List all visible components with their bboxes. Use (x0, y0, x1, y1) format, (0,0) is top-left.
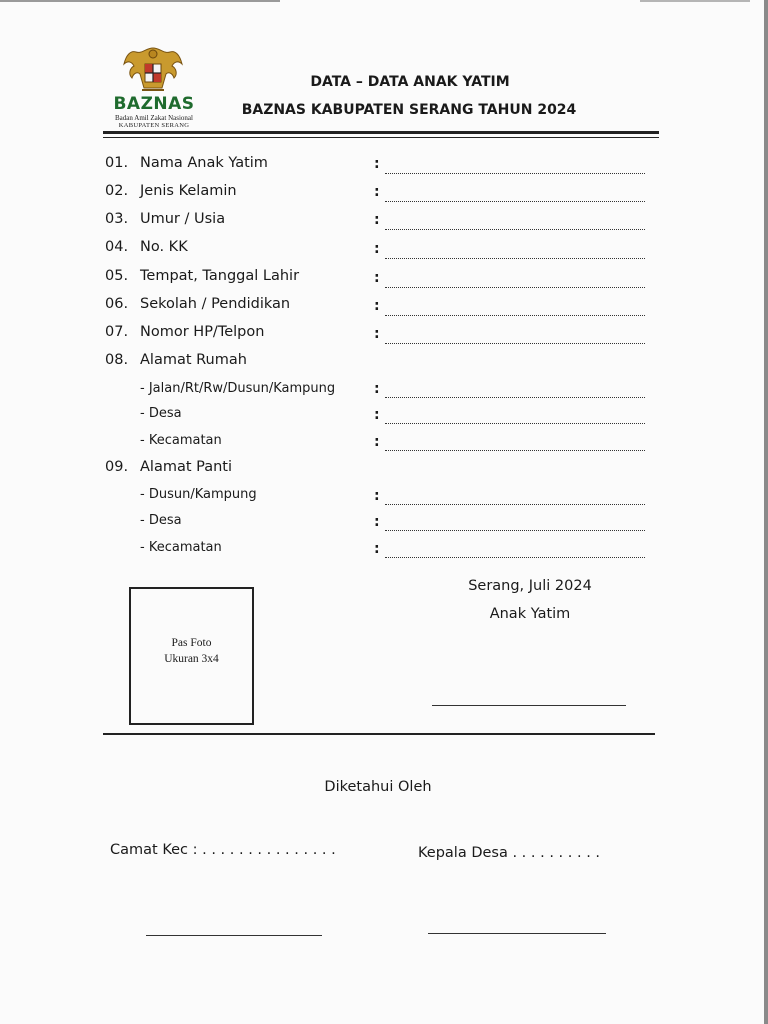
field-colon: : (374, 488, 380, 504)
field-colon: : (374, 326, 380, 342)
logo-subtitle: Badan Amil Zakat Nasional (115, 114, 193, 122)
subfield-label-desa: - Desa (140, 406, 182, 421)
field-number: 06. (105, 296, 129, 312)
scan-artifact (640, 0, 750, 2)
field-label-ttl: Tempat, Tanggal Lahir (140, 268, 300, 284)
subfield-label-kecamatan: - Kecamatan (140, 540, 222, 555)
field-input-panti-desa[interactable] (385, 529, 645, 531)
signature-line-camat[interactable] (146, 935, 322, 936)
photo-label: Pas Foto (171, 637, 212, 649)
field-colon: : (374, 514, 380, 530)
field-label-jenis-kelamin: Jenis Kelamin (140, 183, 237, 199)
field-label-nama: Nama Anak Yatim (140, 155, 268, 171)
subfield-label-jalan: - Jalan/Rt/Rw/Dusun/Kampung (140, 381, 336, 396)
field-colon: : (374, 241, 380, 257)
field-colon: : (374, 541, 380, 557)
field-colon: : (374, 298, 380, 314)
signer-role: Anak Yatim (489, 606, 571, 622)
acknowledged-by-heading: Diketahui Oleh (324, 779, 432, 795)
section-divider (103, 733, 655, 735)
signature-line-kepala-desa[interactable] (428, 933, 606, 934)
field-colon: : (374, 381, 380, 397)
field-number: 01. (105, 155, 129, 171)
field-number: 05. (105, 268, 129, 284)
field-label-alamat-rumah: Alamat Rumah (140, 352, 247, 368)
field-number: 02. (105, 183, 129, 199)
field-colon: : (374, 434, 380, 450)
field-number: 04. (105, 239, 129, 255)
logo-region: KABUPATEN SERANG (118, 122, 190, 129)
subfield-label-dusun: - Dusun/Kampung (140, 487, 257, 502)
field-input-rumah-desa[interactable] (385, 422, 645, 424)
kepala-desa-label: Kepala Desa . . . . . . . . . . (418, 845, 601, 861)
field-label-sekolah: Sekolah / Pendidikan (140, 296, 291, 312)
signature-line-anak-yatim[interactable] (432, 705, 626, 706)
logo-wordmark: BAZNAS (113, 94, 195, 114)
field-label-alamat-panti: Alamat Panti (140, 459, 233, 475)
photo-instructions (131, 635, 252, 667)
field-input-jenis-kelamin[interactable] (385, 200, 645, 202)
field-colon: : (374, 184, 380, 200)
camat-label: Camat Kec : . . . . . . . . . . . . . . . (110, 842, 336, 858)
subfield-label-desa: - Desa (140, 513, 182, 528)
field-input-ttl[interactable] (385, 286, 645, 288)
garuda-emblem-icon (122, 44, 184, 94)
field-input-nomor-hp[interactable] (385, 342, 645, 344)
field-label-umur: Umur / Usia (140, 211, 226, 227)
field-colon: : (374, 407, 380, 423)
field-number: 07. (105, 324, 129, 340)
place-date: Serang, Juli 2024 (468, 578, 592, 594)
field-input-no-kk[interactable] (385, 257, 645, 259)
field-colon: : (374, 270, 380, 286)
field-colon: : (374, 212, 380, 228)
field-colon: : (374, 156, 380, 172)
field-input-umur[interactable] (385, 228, 645, 230)
field-input-panti-kecamatan[interactable] (385, 556, 645, 558)
baznas-logo (108, 44, 200, 134)
field-input-rumah-jalan[interactable] (385, 396, 645, 398)
scan-artifact (0, 0, 280, 2)
field-number: 09. (105, 459, 129, 475)
photo-size: Ukuran 3x4 (164, 653, 219, 665)
page-edge (764, 0, 768, 1024)
field-input-sekolah[interactable] (385, 314, 645, 316)
field-label-no-kk: No. KK (140, 239, 188, 255)
field-label-nomor-hp: Nomor HP/Telpon (140, 324, 265, 340)
document-subtitle: BAZNAS KABUPATEN SERANG TAHUN 2024 (241, 102, 577, 118)
header-divider (103, 131, 659, 134)
field-input-rumah-kecamatan[interactable] (385, 449, 645, 451)
header-divider (103, 137, 659, 138)
field-number: 08. (105, 352, 129, 368)
photo-box[interactable] (129, 587, 254, 725)
document-title: DATA – DATA ANAK YATIM (310, 74, 510, 90)
subfield-label-kecamatan: - Kecamatan (140, 433, 222, 448)
field-number: 03. (105, 211, 129, 227)
field-input-nama[interactable] (385, 172, 645, 174)
field-input-panti-dusun[interactable] (385, 503, 645, 505)
